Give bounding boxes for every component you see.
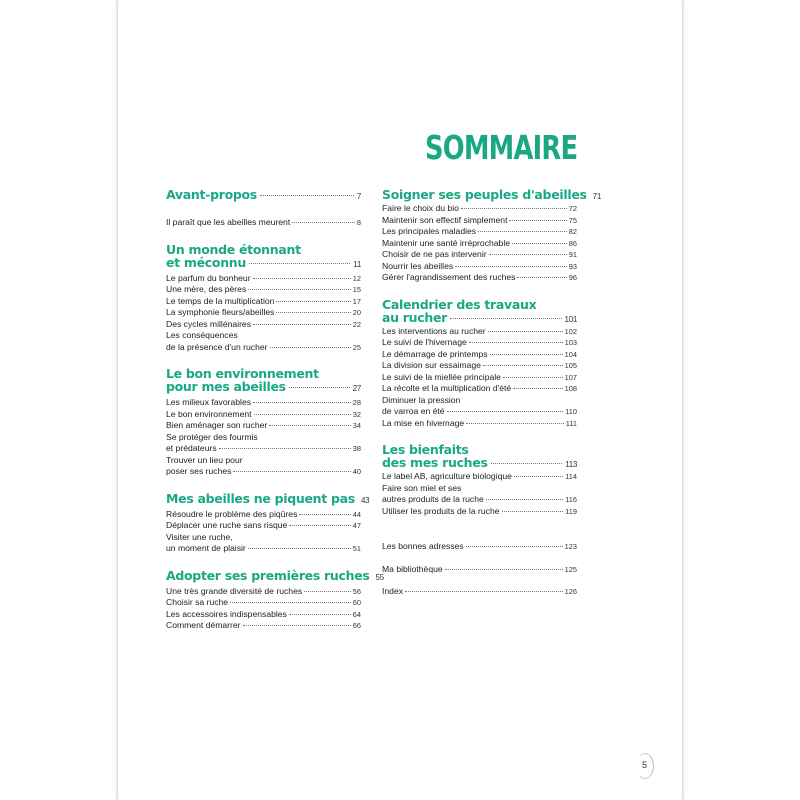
toc-entry-multiline[interactable]: Se protéger des fourmis et prédateurs 38 bbox=[166, 431, 361, 453]
toc-entry[interactable]: Résoudre le problème des piqûres 44 bbox=[166, 508, 361, 519]
toc-entry[interactable]: Nourrir les abeilles 93 bbox=[382, 260, 577, 271]
toc-entry-multiline[interactable]: Visiter une ruche, un moment de plaisir 51 bbox=[166, 531, 361, 553]
toc-entry[interactable]: La récolte et la multiplication d'été 108 bbox=[382, 383, 577, 393]
section-heading-monde[interactable]: Un monde étonnant et méconnu 11 bbox=[166, 241, 361, 270]
toc-entry-multiline[interactable]: Diminuer la pression de varroa en été 110 bbox=[382, 394, 577, 416]
toc-left-column bbox=[166, 187, 384, 632]
page-number: 5 bbox=[642, 760, 647, 770]
toc-entry[interactable]: Le suivi de la miellée principale 107 bbox=[382, 371, 577, 382]
toc-entry[interactable]: Des cycles millénaires 22 bbox=[166, 318, 361, 329]
toc-entry[interactable]: Une mère, des pères 15 bbox=[166, 284, 361, 294]
toc-entry[interactable]: Une très grande diversité de ruches 56 bbox=[166, 585, 361, 596]
toc-entry[interactable]: Les milieux favorables 28 bbox=[166, 397, 361, 407]
toc-entry[interactable]: Comment démarrer 66 bbox=[166, 620, 361, 630]
toc-entry[interactable]: Choisir de ne pas intervenir 91 bbox=[382, 249, 577, 259]
page-title: SOMMAIRE bbox=[424, 128, 577, 167]
toc-entry[interactable]: Gérer l'agrandissement des ruches 96 bbox=[382, 272, 577, 282]
toc-entry[interactable]: Déplacer une ruche sans risque 47 bbox=[166, 520, 361, 530]
toc-entry[interactable]: La symphonie fleurs/abeilles 20 bbox=[166, 307, 361, 317]
section-heading-avant-propos[interactable]: Avant-propos 7 bbox=[166, 187, 361, 202]
toc-entry[interactable]: Les accessoires indispensables 64 bbox=[166, 608, 361, 619]
toc-entry[interactable]: Utiliser les produits de la ruche 119 bbox=[382, 505, 577, 516]
toc-entry[interactable]: Bien aménager son rucher 34 bbox=[166, 420, 361, 430]
toc-entry[interactable]: La mise en hivernage 111 bbox=[382, 417, 577, 428]
section-heading-bienfaits[interactable]: Les bienfaits des mes ruches 113 bbox=[382, 442, 577, 470]
toc-entry[interactable]: Le suivi de l'hivernage 103 bbox=[382, 337, 577, 347]
toc-entry[interactable]: Maintenir son effectif simplement 75 bbox=[382, 214, 577, 225]
toc-entry[interactable]: Choisir sa ruche 60 bbox=[166, 597, 361, 607]
toc-entry-multiline[interactable]: Les conséquences de la présence d'un rucher 25 bbox=[166, 330, 361, 352]
toc-entry[interactable]: Le temps de la multiplication 17 bbox=[166, 295, 361, 306]
toc-entry[interactable]: Le parfum du bonheur 12 bbox=[166, 272, 361, 283]
page-number-bracket bbox=[636, 753, 654, 779]
section-heading-calendrier[interactable]: Calendrier des travaux au rucher 101 bbox=[382, 296, 577, 325]
toc-entry-multiline[interactable]: Trouver un lieu pour poser ses ruches 40 bbox=[166, 454, 361, 476]
section-heading-piquent[interactable]: Mes abeilles ne piquent pas 43 bbox=[166, 490, 370, 506]
toc-entry[interactable]: Il paraît que les abeilles meurent 8 bbox=[166, 217, 361, 227]
toc-entry-index[interactable]: Index 126 bbox=[382, 586, 577, 596]
toc-entry[interactable]: Le label AB, agriculture biologique 114 bbox=[382, 471, 577, 481]
toc-entry[interactable]: Les interventions au rucher 102 bbox=[382, 325, 577, 336]
toc-entry[interactable]: Le démarrage de printemps 104 bbox=[382, 348, 577, 359]
toc-page bbox=[118, 0, 682, 800]
toc-right-column bbox=[382, 187, 601, 598]
toc-entry[interactable]: Le bon environnement 32 bbox=[166, 408, 361, 419]
toc-entry-adresses[interactable]: Les bonnes adresses 123 bbox=[382, 541, 577, 551]
toc-entry[interactable]: Faire le choix du bio 72 bbox=[382, 203, 577, 213]
toc-entry[interactable]: Les principales maladies 82 bbox=[382, 226, 577, 236]
section-heading-environnement[interactable]: Le bon environnement pour mes abeilles 27 bbox=[166, 366, 361, 394]
toc-entry-multiline[interactable]: Faire son miel et ses autres produits de la ruche 116 bbox=[382, 482, 577, 504]
toc-entry[interactable]: Maintenir une santé irréprochable 86 bbox=[382, 237, 577, 248]
toc-entry-bibliotheque[interactable]: Ma bibliothèque 125 bbox=[382, 563, 577, 574]
section-heading-premieres-ruches[interactable]: Adopter ses premières ruches 55 bbox=[166, 567, 384, 583]
toc-entry[interactable]: La division sur essaimage 105 bbox=[382, 360, 577, 370]
section-heading-soigner[interactable]: Soigner ses peuples d'abeilles 71 bbox=[382, 187, 601, 202]
